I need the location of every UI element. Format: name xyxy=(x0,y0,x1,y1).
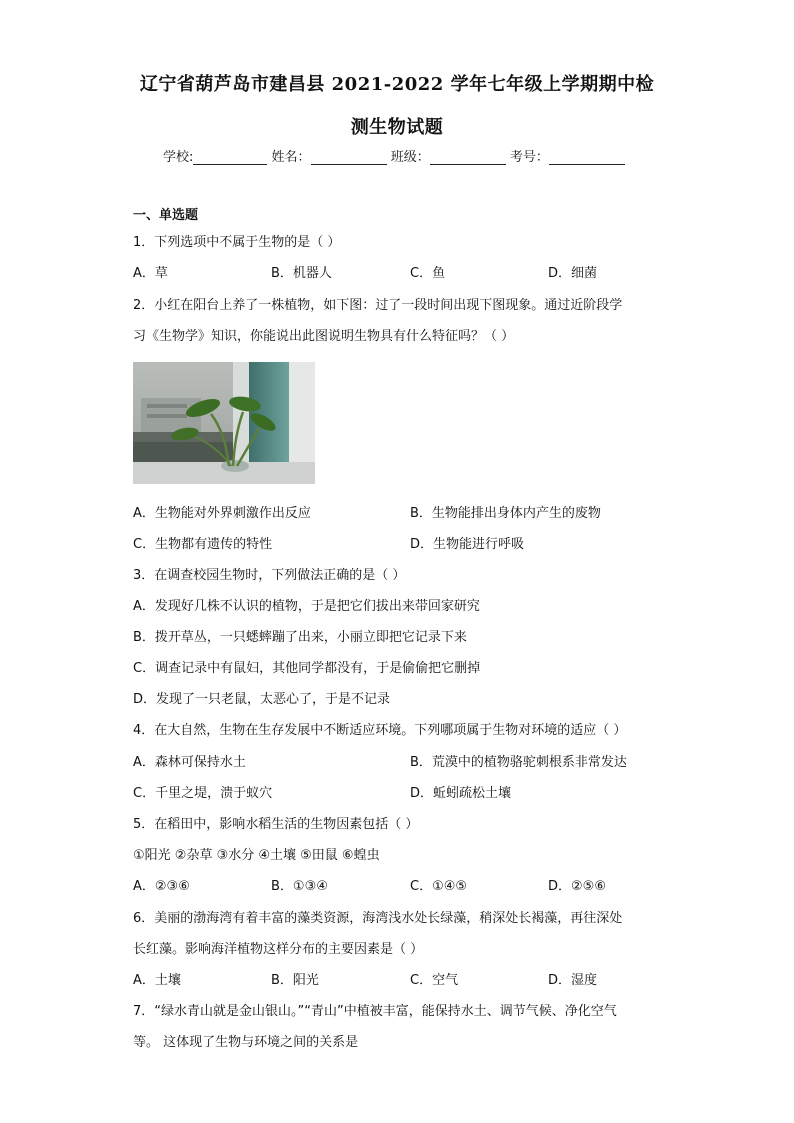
q5-option-c[interactable]: C．①④⑤ xyxy=(410,879,468,894)
q5-factor-list: ①阳光 ②杂草 ③水分 ④土壤 ⑤田鼠 ⑥蝗虫 xyxy=(133,848,380,863)
section-heading: 一、单选题 xyxy=(133,208,199,223)
name-field[interactable] xyxy=(311,150,387,165)
q3-option-d[interactable]: D．发现了一只老鼠，太恶心了，于是不记录 xyxy=(133,692,391,707)
q4-option-b[interactable]: B．荒漠中的植物骆驼刺根系非常发达 xyxy=(410,755,627,770)
q2-option-a[interactable]: A．生物能对外界刺激作出反应 xyxy=(133,506,311,521)
q1-stem: 1．下列选项中不属于生物的是（ ） xyxy=(133,235,341,250)
q5-option-a[interactable]: A．②③⑥ xyxy=(133,879,190,894)
q2-option-c[interactable]: C．生物都有遗传的特性 xyxy=(133,537,273,552)
q3-option-c[interactable]: C．调查记录中有鼠妇，其他同学都没有，于是偷偷把它删掉 xyxy=(133,661,481,676)
q3-option-a[interactable]: A．发现好几株不认识的植物，于是把它们拔出来带回家研究 xyxy=(133,599,480,614)
q4-option-c[interactable]: C．千里之堤，溃于蚁穴 xyxy=(133,786,273,801)
exam-title-line-2: 测生物试题 xyxy=(350,117,444,138)
q3-stem: 3．在调查校园生物时，下列做法正确的是（ ） xyxy=(133,568,406,583)
school-field[interactable] xyxy=(193,150,267,165)
q2-stem-line2: 习《生物学》知识，你能说出此图说明生物具有什么特征吗？（ ） xyxy=(133,329,515,344)
q4-option-a[interactable]: A．森林可保持水土 xyxy=(133,755,246,770)
q5-option-b[interactable]: B．①③④ xyxy=(271,879,328,894)
class-field[interactable] xyxy=(430,150,506,165)
exam-title-line-1: 辽宁省葫芦岛市建昌县 2021-2022 学年七年级上学期期中检 xyxy=(139,74,655,95)
q6-option-c[interactable]: C．空气 xyxy=(410,973,459,988)
name-label: 姓名： xyxy=(271,150,311,165)
plant-photo xyxy=(133,362,315,484)
q2-option-b[interactable]: B．生物能排出身体内产生的废物 xyxy=(410,506,601,521)
q1-option-a[interactable]: A．草 xyxy=(133,266,168,281)
q1-option-b[interactable]: B．机器人 xyxy=(271,266,332,281)
class-label: 班级： xyxy=(390,150,430,165)
number-label: 考号： xyxy=(509,150,549,165)
q2-option-d[interactable]: D．生物能进行呼吸 xyxy=(410,537,525,552)
q5-option-d[interactable]: D．②⑤⑥ xyxy=(548,879,606,894)
q6-option-a[interactable]: A．土壤 xyxy=(133,973,181,988)
q7-stem-line2: 等。 这体现了生物与环境之间的关系是 xyxy=(133,1035,359,1050)
q6-option-b[interactable]: B．阳光 xyxy=(271,973,319,988)
q3-option-b[interactable]: B．拨开草丛，一只蟋蟀蹦了出来，小丽立即把它记录下来 xyxy=(133,630,467,645)
q1-option-c[interactable]: C．鱼 xyxy=(410,266,446,281)
q5-stem: 5．在稻田中，影响水稻生活的生物因素包括（ ） xyxy=(133,817,419,832)
number-field[interactable] xyxy=(549,150,625,165)
q6-option-d[interactable]: D．湿度 xyxy=(548,973,598,988)
school-label: 学校: xyxy=(163,150,194,165)
student-info-row xyxy=(163,146,625,165)
q7-stem-line1: 7．“绿水青山就是金山银山。”“青山”中植被丰富，能保持水土、调节气候、净化空气 xyxy=(133,1004,617,1019)
q4-option-d[interactable]: D．蚯蚓疏松土壤 xyxy=(410,786,512,801)
q4-stem: 4．在大自然，生物在生存发展中不断适应环境。下列哪项属于生物对环境的适应（ ） xyxy=(133,723,627,738)
q6-stem-line1: 6．美丽的渤海湾有着丰富的藻类资源，海湾浅水处长绿藻，稍深处长褐藻，再往深处 xyxy=(133,911,623,926)
q6-stem-line2: 长红藻。影响海洋植物这样分布的主要因素是（ ） xyxy=(133,942,424,957)
q2-stem-line1: 2．小红在阳台上养了一株植物，如下图：过了一段时间出现下图现象。通过近阶段学 xyxy=(133,298,623,313)
q1-option-d[interactable]: D．细菌 xyxy=(548,266,598,281)
